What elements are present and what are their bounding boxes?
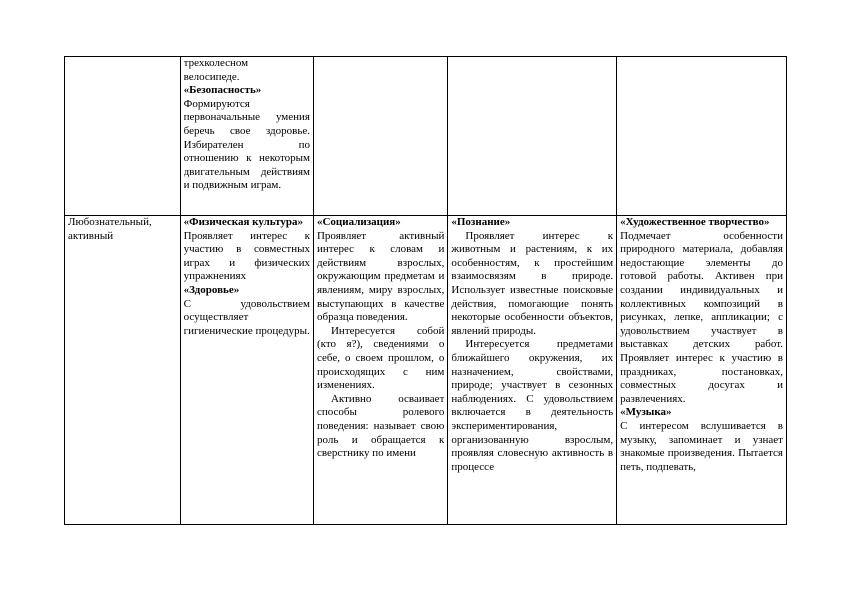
table-cell [617,216,787,525]
cell-text: С интересом вслушивается в музыку, запоминает и узнает знакомые произведения. Пытается петь, подпевать, [620,419,783,473]
table-cell [313,57,447,216]
cell-text: Интересуется предметами ближайшего окружения, их назначением, свойствами, природе; участвует в сезонных наблюдениях. С удовольствием включается в деятельность экспериментирования, организованную взрослым, проявляя словесную активность в процессе [451,338,614,473]
cell-text: Проявляет интерес к животным и растениям, к их особенностям, к простейшим взаимосвязям в природе. Использует известные поисковые действия, помогающие понять некоторые особенности объектов, явлений природы. [451,229,614,337]
table-row [65,216,787,525]
table-cell [448,57,617,216]
cell-text: трехколесном [183,57,249,69]
cell-text: Формируются первоначальные умения беречь свое здоровье. Избирателен по отношению к некоторым двигательным действиям и подвижным играм. [183,97,310,192]
table-cell [180,216,313,525]
cell-text: Подмечает особенности природного материала, добавляя недостающие элементы до готовой работы. Активен при создании индивидуальных и коллективных композиций в рисунках, лепке, аппликации; с удовольствием участвует в выставках детских работ. Проявляет интерес к участию в праздниках, постановках, совместных досугах и развлечениях. [620,229,783,405]
cell-text: Интересуется собой (кто я?), сведениями о себе, о своем прошлом, о происходящих с ним изменениях. [316,324,445,392]
section-heading: «Физическая культура» [183,216,304,228]
table-cell [313,216,447,525]
table-row [65,57,787,216]
table-cell [180,57,313,216]
cell-text: Проявляет активный интерес к словам и действиям взрослых, окружающим предметам и явлениям, миру взрослых, выступающих в качестве образца поведения. [316,229,445,324]
cell-text: Проявляет интерес к участию в совместных играх и физических упражнениях [183,229,310,283]
section-heading: «Социализация» [316,216,401,228]
cell-text: Активно осваивает способы ролевого поведения: называет свою роль и обращается к сверстнику по имени [316,392,445,460]
section-heading: «Познание» [451,216,511,228]
table-cell [617,57,787,216]
table-cell [448,216,617,525]
section-heading: «Здоровье» [183,283,240,296]
table-cell [65,57,181,216]
section-heading: «Художественное творчество» [620,216,770,228]
cell-text: велосипеде. [183,70,240,83]
section-heading: «Безопасность» [183,84,262,97]
cell-text: С удовольствием осуществляет гигиенические процедуры. [183,297,310,337]
table-cell [65,216,181,525]
development-table [64,56,787,525]
row-label: Любознательный, активный [68,216,152,242]
section-heading: «Музыка» [620,406,672,419]
